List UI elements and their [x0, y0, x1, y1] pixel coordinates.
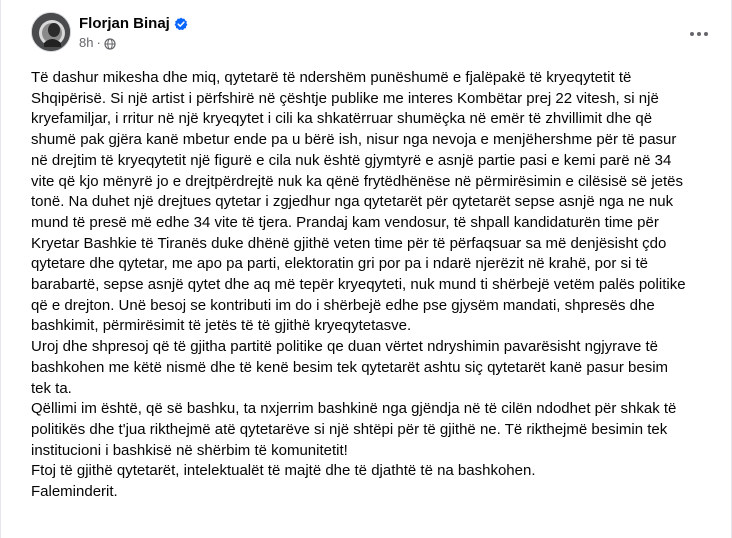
post-paragraph-thanks: Faleminderit.: [31, 483, 118, 501]
avatar[interactable]: [31, 12, 71, 52]
post-paragraph-hope: Uroj dhe shpresoj që të gjitha partitë politike qe duan vërtet ndryshimin pavarësisht ngjyrave të bashkohen me këtë nismë dhe të kenë besim tek qytetarët ashtu siç qytetarët kanë pasur besim tek ta.: [31, 338, 669, 397]
globe-icon[interactable]: [104, 37, 116, 49]
post-paragraph-goal: Qëllimi im është, që së bashku, ta nxjerrim bashkinë nga gjëndja në të cilën ndodhet për shkak të politikës dhe t'jua rikthejmë atë qytetarëve si një shtëpi për të gjithë ne. Të rikthejmë besimin tek institucioni i bashkisë në shërbim të komunitetit!: [31, 400, 677, 459]
more-options-icon[interactable]: [681, 22, 717, 46]
post-paragraph-invite: Ftoj të gjithë qytetarët, intelektualët të majtë dhe të djathtë të na bashkohen.: [31, 462, 536, 480]
profile-photo: [32, 13, 71, 52]
post-header: [31, 12, 188, 52]
post-text: [31, 68, 726, 503]
author-name[interactable]: Florjan Binaj: [79, 14, 170, 32]
post-paragraph-intro: Të dashur mikesha dhe miq, qytetarë të ndershëm punëshumë e fjalëpakë të kryeqytetit të Shqipërisë. Si një artist i përfshirë në çështje publike me interes Kombëtar prej 22 vitesh, si një kryefamiljar, i rritur në një kryeqytet i cili ka shkatërruar shumëçka në emër të zhvillimit dhe që shumë pak gjëra kanë mbetur ende pa u bërë ish, nisur nga nevoja e menjëhershme për të pasur në drejtim të kryeqytetit një figurë e cila nuk është gjymtyrë e asnjë partie pasi e kemi parë në 34 vite që kjo mënyrë jo e drejtpërdrejtë nuk ka qënë frytëdhënëse në përmirësimin e cilësisë së jetës tonë. Na duhet një drejtues qytetar i zgjedhur nga qytetarët për qytetarët sepse asnjë nga ne nuk mund të presë më edhe 34 vite të tjera. Prandaj kam vendosur, të shpall kandidaturën time për Kryetar Bashkie të Tiranës duke dhënë gjithë veten time për të përfaqsuar sa më denjësisht çdo qytetare dhe qytetar, me apo pa parti, elektoratin gri por pa i ndarë njerëzit në krahë, por si të barabartë, sepse asnjë qytet dhe aq më tepër kryeqyteti, nuk mund ti shërbejë vetëm palës politike që e drejton. Unë besoj se kontributi im do i shërbejë edhe pse gjysëm mandati, shpresës dhe bashkimit, përmirësimit të jetës të të gjithë kryeqytetasve.: [31, 69, 686, 335]
author-row: [79, 14, 188, 34]
verified-badge-icon: [174, 17, 188, 31]
meta-separator: ·: [96, 34, 101, 50]
post-sub-row: [79, 35, 188, 51]
post-meta: [79, 14, 188, 51]
post-timestamp[interactable]: 8h: [79, 34, 94, 50]
